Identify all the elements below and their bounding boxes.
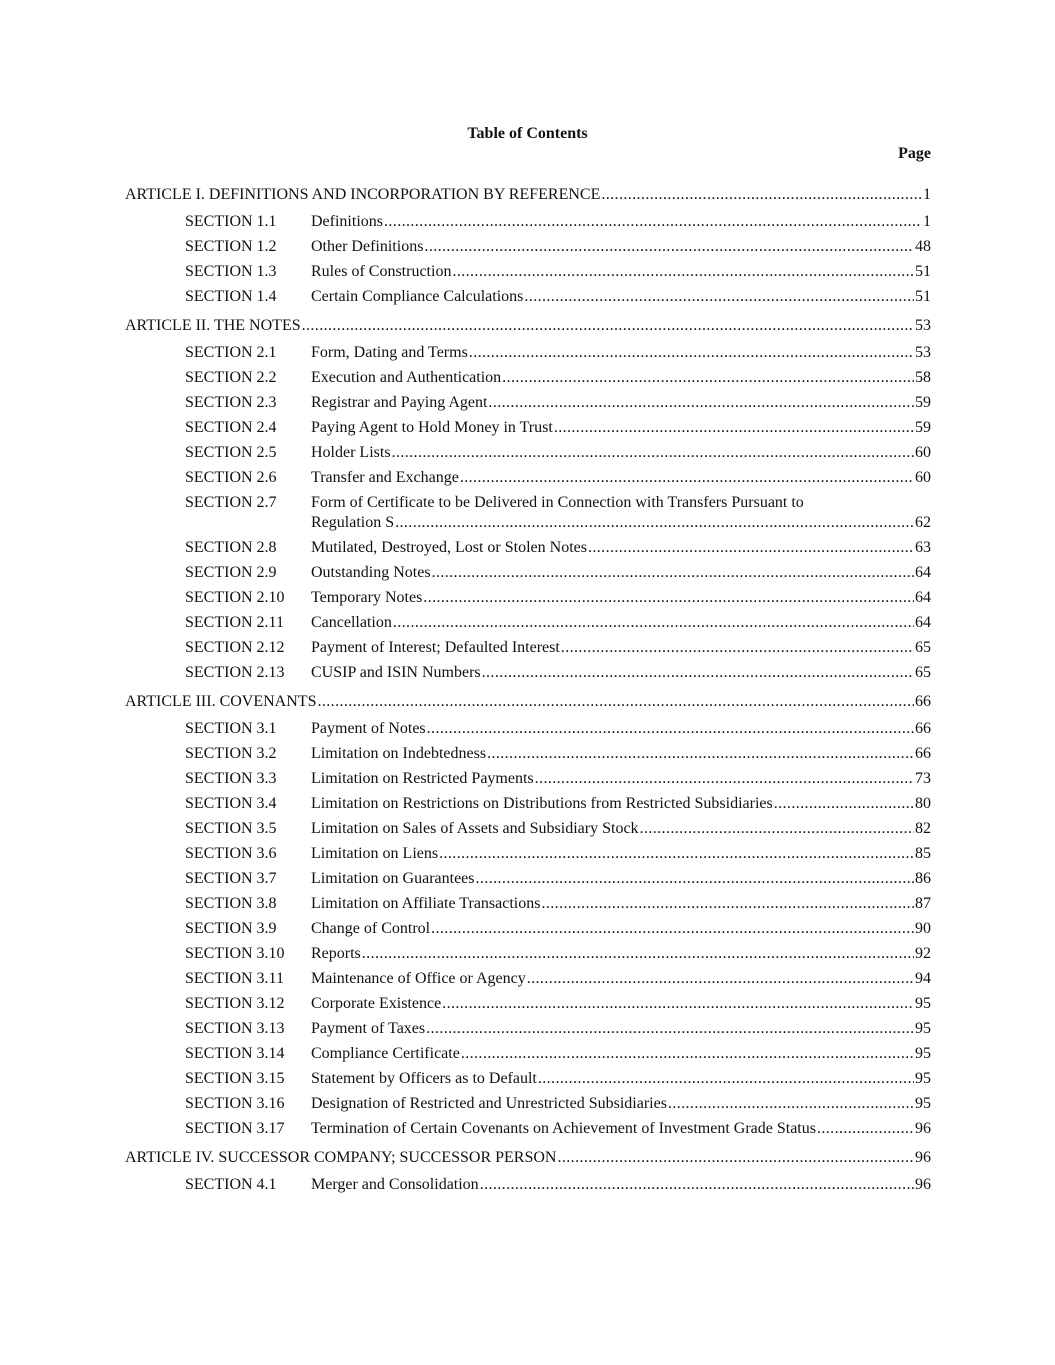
section-title: Transfer and Exchange (311, 469, 459, 486)
toc-section-entry[interactable] (185, 869, 931, 889)
dot-leader (442, 994, 914, 1014)
page-number: 66 (915, 720, 931, 737)
page-number: 96 (915, 1120, 931, 1137)
toc-section-entry[interactable] (185, 663, 931, 683)
section-body (311, 1019, 931, 1039)
toc-section-entry[interactable] (185, 944, 931, 964)
section-number: SECTION 3.7 (185, 870, 277, 887)
page-number: 82 (915, 820, 931, 837)
section-body (311, 538, 931, 558)
section-title: Limitation on Restricted Payments (311, 770, 534, 787)
section-number: SECTION 3.11 (185, 970, 284, 987)
page-number: 87 (915, 895, 931, 912)
toc-section-entry[interactable] (185, 744, 931, 764)
section-number: SECTION 3.5 (185, 820, 277, 837)
section-title: Mutilated, Destroyed, Lost or Stolen Notes (311, 539, 587, 556)
section-number: SECTION 1.2 (185, 238, 277, 255)
toc-section-entry[interactable] (185, 819, 931, 839)
toc-section-entry[interactable] (185, 418, 931, 438)
section-body (311, 794, 931, 814)
toc-section-entry[interactable] (185, 719, 931, 739)
section-title: Corporate Existence (311, 995, 442, 1012)
section-body (311, 1119, 931, 1139)
dot-leader (601, 184, 922, 206)
section-number: SECTION 2.7 (185, 494, 277, 511)
dot-leader (668, 1094, 914, 1114)
dot-leader (432, 563, 914, 583)
dot-leader (460, 468, 914, 488)
section-title: Payment of Interest; Defaulted Interest (311, 639, 560, 656)
section-number: SECTION 3.16 (185, 1095, 285, 1112)
section-title: Limitation on Liens (311, 845, 439, 862)
section-number: SECTION 3.8 (185, 895, 277, 912)
article-title: ARTICLE II. THE NOTES (125, 317, 301, 334)
page-number: 86 (915, 870, 931, 887)
section-number: SECTION 3.14 (185, 1045, 285, 1062)
article-title: ARTICLE I. DEFINITIONS AND INCORPORATION BY REFERENCE (125, 186, 601, 203)
toc-section-entry[interactable] (185, 894, 931, 914)
toc-section-entry[interactable] (185, 994, 931, 1014)
page-number: 94 (915, 970, 931, 987)
toc-section-entry[interactable] (185, 1044, 931, 1064)
page-number: 85 (915, 845, 931, 862)
section-title: Statement by Officers as to Default (311, 1070, 537, 1087)
section-body (311, 944, 931, 964)
toc-article-entry[interactable] (125, 184, 931, 206)
dot-leader (384, 212, 922, 232)
section-title: Holder Lists (311, 444, 391, 461)
page-number: 58 (915, 369, 931, 386)
section-number: SECTION 2.3 (185, 394, 277, 411)
page-number: 51 (915, 288, 931, 305)
section-title: Form of Certificate to be Delivered in Connection with Transfers Pursuant to (311, 494, 804, 511)
page-number: 59 (915, 394, 931, 411)
section-body (311, 869, 931, 889)
page-number: 66 (915, 745, 931, 762)
section-body (311, 1044, 931, 1064)
section-title: Paying Agent to Hold Money in Trust (311, 419, 553, 436)
section-number: SECTION 2.2 (185, 369, 277, 386)
dot-leader (469, 343, 914, 363)
dot-leader (427, 719, 914, 739)
section-body (311, 613, 931, 633)
dot-leader (561, 638, 914, 658)
dot-leader (538, 1069, 914, 1089)
toc-section-entry[interactable] (185, 638, 931, 658)
dot-leader (527, 969, 914, 989)
page-number: 95 (915, 995, 931, 1012)
section-number: SECTION 1.1 (185, 213, 277, 230)
section-title: Execution and Authentication (311, 369, 502, 386)
section-number: SECTION 2.13 (185, 664, 285, 681)
page-number: 96 (915, 1176, 931, 1193)
section-body (311, 418, 931, 438)
page-number: 60 (915, 444, 931, 461)
section-number: SECTION 3.9 (185, 920, 277, 937)
section-title: Outstanding Notes (311, 564, 431, 581)
article-title: ARTICLE IV. SUCCESSOR COMPANY; SUCCESSOR PERSON (125, 1149, 557, 1166)
dot-leader (393, 613, 914, 633)
section-number: SECTION 3.13 (185, 1020, 285, 1037)
section-title: Maintenance of Office or Agency (311, 970, 526, 987)
section-body (311, 212, 931, 232)
dot-leader (392, 443, 914, 463)
toc-section-entry[interactable] (185, 468, 931, 488)
toc-section-entry[interactable] (185, 969, 931, 989)
page-number: 73 (915, 770, 931, 787)
section-number: SECTION 1.4 (185, 288, 277, 305)
section-title: Designation of Restricted and Unrestricted Subsidiaries (311, 1095, 667, 1112)
toc-section-entry[interactable] (185, 1019, 931, 1039)
section-title: Other Definitions (311, 238, 424, 255)
page-number: 80 (915, 795, 931, 812)
section-number: SECTION 2.8 (185, 539, 277, 556)
section-title: Limitation on Guarantees (311, 870, 475, 887)
toc-section-entry[interactable] (185, 212, 931, 232)
section-title: Registrar and Paying Agent (311, 394, 488, 411)
page-number: 65 (915, 664, 931, 681)
toc-section-entry[interactable] (185, 794, 931, 814)
dot-leader (439, 844, 914, 864)
section-title: Temporary Notes (311, 589, 423, 606)
section-body (311, 894, 931, 914)
page-number: 62 (915, 514, 931, 531)
toc-section-entry[interactable] (185, 1119, 931, 1139)
dot-leader (541, 894, 914, 914)
article-title: ARTICLE III. COVENANTS (125, 693, 317, 710)
section-number: SECTION 3.6 (185, 845, 277, 862)
section-title: Form, Dating and Terms (311, 344, 468, 361)
section-body (311, 343, 931, 363)
dot-leader (423, 588, 914, 608)
section-number: SECTION 3.10 (185, 945, 285, 962)
table-of-contents (125, 184, 931, 1200)
dot-leader (426, 1019, 914, 1039)
section-body (311, 719, 931, 739)
page-number: 95 (915, 1020, 931, 1037)
section-title-continuation (311, 513, 931, 533)
page-number: 59 (915, 419, 931, 436)
section-body (311, 1069, 931, 1089)
section-number: SECTION 2.9 (185, 564, 277, 581)
page-number: 1 (923, 186, 931, 203)
section-body (311, 1175, 931, 1195)
page-number: 53 (915, 344, 931, 361)
section-number: SECTION 3.12 (185, 995, 285, 1012)
section-number: SECTION 3.17 (185, 1120, 285, 1137)
section-title: Limitation on Indebtedness (311, 745, 487, 762)
toc-section-entry[interactable] (185, 287, 931, 307)
page-number: 90 (915, 920, 931, 937)
page-number: 65 (915, 639, 931, 656)
toc-section-entry[interactable] (185, 237, 931, 257)
page-number: 64 (915, 564, 931, 581)
page-number: 63 (915, 539, 931, 556)
dot-leader (395, 513, 914, 533)
section-body (311, 368, 931, 388)
section-body (311, 287, 931, 307)
section-title: Termination of Certain Covenants on Achievement of Investment Grade Status (311, 1120, 816, 1137)
dot-leader (488, 393, 914, 413)
section-number: SECTION 1.3 (185, 263, 277, 280)
dot-leader (482, 663, 914, 683)
toc-section-entry[interactable] (185, 613, 931, 633)
section-title: Payment of Notes (311, 720, 426, 737)
dot-leader (431, 919, 914, 939)
dot-leader (524, 287, 914, 307)
section-title: Cancellation (311, 614, 392, 631)
toc-section-entry[interactable] (185, 1069, 931, 1089)
section-title: Certain Compliance Calculations (311, 288, 524, 305)
toc-article-entry[interactable] (125, 1147, 931, 1169)
toc-section-entry[interactable] (185, 262, 931, 282)
section-body (311, 663, 931, 683)
dot-leader (317, 691, 914, 713)
section-body (311, 919, 931, 939)
toc-section-entry[interactable] (185, 563, 931, 583)
page-number: 1 (923, 213, 931, 230)
page-number: 48 (915, 238, 931, 255)
section-body (311, 744, 931, 764)
toc-article-entry[interactable] (125, 691, 931, 713)
section-number: SECTION 2.12 (185, 639, 285, 656)
section-body (311, 1094, 931, 1114)
section-body (311, 844, 931, 864)
toc-section-entry[interactable] (185, 493, 931, 533)
section-number: SECTION 2.11 (185, 614, 284, 631)
section-title: CUSIP and ISIN Numbers (311, 664, 481, 681)
dot-leader (476, 869, 914, 889)
section-title: Definitions (311, 213, 383, 230)
toc-section-entry[interactable] (185, 844, 931, 864)
section-body (311, 493, 931, 533)
section-title: Reports (311, 945, 361, 962)
toc-section-entry[interactable] (185, 368, 931, 388)
dot-leader (640, 819, 914, 839)
page-number: 64 (915, 589, 931, 606)
page-number: 51 (915, 263, 931, 280)
section-number: SECTION 2.1 (185, 344, 277, 361)
section-number: SECTION 3.15 (185, 1070, 285, 1087)
dot-leader (424, 237, 914, 257)
dot-leader (817, 1119, 914, 1139)
section-number: SECTION 3.3 (185, 770, 277, 787)
page-number: 66 (915, 693, 931, 710)
dot-leader (362, 944, 914, 964)
section-body (311, 819, 931, 839)
page-number: 95 (915, 1045, 931, 1062)
page-number: 95 (915, 1095, 931, 1112)
section-body (311, 769, 931, 789)
section-title: Limitation on Sales of Assets and Subsidiary Stock (311, 820, 639, 837)
section-number: SECTION 2.10 (185, 589, 285, 606)
section-body (311, 237, 931, 257)
section-number: SECTION 3.1 (185, 720, 277, 737)
toc-section-entry[interactable] (185, 588, 931, 608)
section-title: Merger and Consolidation (311, 1176, 479, 1193)
section-body (311, 969, 931, 989)
section-body (311, 443, 931, 463)
toc-section-entry[interactable] (185, 1175, 931, 1195)
toc-section-entry[interactable] (185, 538, 931, 558)
toc-article-entry[interactable] (125, 315, 931, 337)
dot-leader (554, 418, 914, 438)
section-body (311, 468, 931, 488)
dot-leader (487, 744, 914, 764)
dot-leader (588, 538, 914, 558)
section-title: Rules of Construction (311, 263, 452, 280)
section-number: SECTION 2.6 (185, 469, 277, 486)
page-column-header: Page (898, 145, 931, 162)
section-number: SECTION 2.4 (185, 419, 277, 436)
section-number: SECTION 2.5 (185, 444, 277, 461)
toc-section-entry[interactable] (185, 393, 931, 413)
dot-leader (557, 1147, 914, 1169)
page-number: 60 (915, 469, 931, 486)
page-number: 95 (915, 1070, 931, 1087)
section-body (311, 563, 931, 583)
page-title: Table of Contents (467, 125, 588, 142)
toc-section-entry[interactable] (185, 919, 931, 939)
section-body (311, 994, 931, 1014)
section-number: SECTION 4.1 (185, 1176, 277, 1193)
dot-leader (461, 1044, 914, 1064)
dot-leader (535, 769, 914, 789)
section-title: Change of Control (311, 920, 431, 937)
page-number: 92 (915, 945, 931, 962)
section-title: Compliance Certificate (311, 1045, 460, 1062)
section-body (311, 638, 931, 658)
page-number: 53 (915, 317, 931, 334)
dot-leader (452, 262, 914, 282)
section-title: Limitation on Restrictions on Distributions from Restricted Subsidiaries (311, 795, 773, 812)
toc-section-entry[interactable] (185, 769, 931, 789)
section-number: SECTION 3.2 (185, 745, 277, 762)
dot-leader (502, 368, 914, 388)
toc-section-entry[interactable] (185, 443, 931, 463)
dot-leader (302, 315, 914, 337)
section-title: Payment of Taxes (311, 1020, 426, 1037)
toc-section-entry[interactable] (185, 343, 931, 363)
section-title-line2: Regulation S (311, 514, 395, 531)
section-body (311, 262, 931, 282)
dot-leader (480, 1175, 914, 1195)
dot-leader (774, 794, 914, 814)
page-number: 96 (915, 1149, 931, 1166)
section-body (311, 588, 931, 608)
section-title: Limitation on Affiliate Transactions (311, 895, 541, 912)
section-body (311, 393, 931, 413)
section-number: SECTION 3.4 (185, 795, 277, 812)
page-number: 64 (915, 614, 931, 631)
toc-section-entry[interactable] (185, 1094, 931, 1114)
